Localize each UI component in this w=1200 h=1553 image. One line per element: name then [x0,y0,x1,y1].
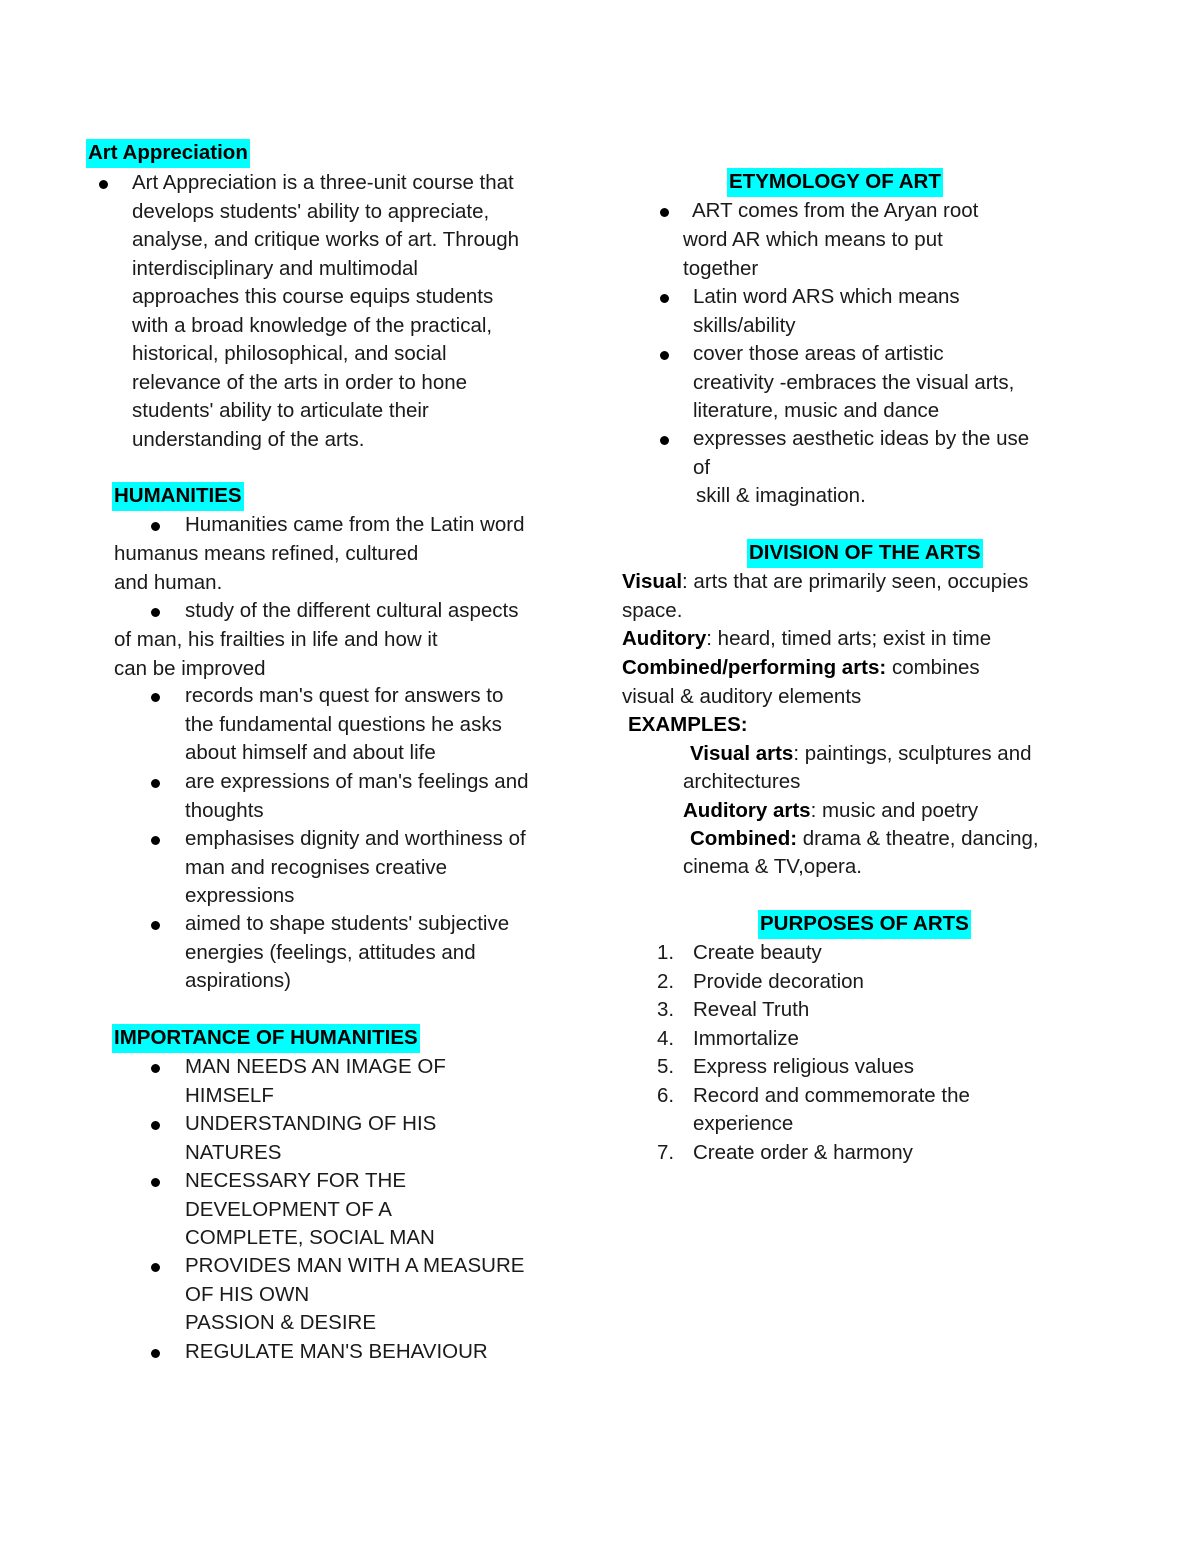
bullet-icon [151,779,160,788]
examples-label: EXAMPLES: [628,713,748,736]
example-visual-line1: Visual arts: paintings, sculptures and [690,742,1032,765]
list-item: 7. Create order & harmony [657,1140,913,1164]
etymology-item-4: expresses aesthetic ideas by the use of skill & imagination. [693,427,1030,507]
list-item: 6. Record and commemorate the [657,1083,970,1107]
etymology-item-2: Latin word ARS which means skills/ability [693,285,960,337]
importance-heading: IMPORTANCE OF HUMANITIES [112,1024,420,1053]
example-auditory: Auditory arts: music and poetry [683,799,979,822]
example-combined-line2: cinema & TV,opera. [683,855,862,878]
bullet-icon [151,1178,160,1187]
humanities-item-1: humanus means refined, cultured and human. [114,542,419,594]
humanities-item-5: emphasises dignity and worthiness of man and recognises creative expressions [185,827,526,907]
humanities-item-1-line1: Humanities came from the Latin word [185,513,525,536]
etymology-item-1-line1: ART comes from the Aryan root [692,199,979,222]
bullet-icon [660,208,669,217]
bullet-icon [151,1349,160,1358]
list-item: 1. Create beauty [657,941,822,964]
importance-item-5: REGULATE MAN'S BEHAVIOUR [185,1340,488,1363]
etymology-item-1: word AR which means to put together [683,228,943,280]
art-appreciation-heading: Art Appreciation [86,139,250,168]
importance-item-3: NECESSARY FOR THE DEVELOPMENT OF A COMPLETE, SOCIAL MAN [185,1169,435,1249]
bullet-icon [151,836,160,845]
importance-item-2: UNDERSTANDING OF HIS NATURES [185,1112,437,1164]
purposes-heading: PURPOSES OF ARTS [758,910,971,939]
humanities-item-4: are expressions of man's feelings and thoughts [185,770,529,822]
bullet-icon [151,1263,160,1272]
division-combined: Combined/performing arts: combines visual & auditory elements [622,656,980,708]
bullet-icon [660,436,669,445]
division-heading: DIVISION OF THE ARTS [747,539,983,568]
list-item: 5. Express religious values [657,1055,915,1078]
division-auditory: Auditory: heard, timed arts; exist in time [622,627,992,650]
bullet-icon [151,522,160,531]
list-item: 2. Provide decoration [657,969,864,993]
bullet-icon [99,180,108,189]
importance-item-1: MAN NEEDS AN IMAGE OF HIMSELF [185,1055,446,1107]
importance-item-4: PROVIDES MAN WITH A MEASURE OF HIS OWN PASSION & DESIRE [185,1254,525,1334]
humanities-heading: HUMANITIES [112,482,244,511]
etymology-item-3: cover those areas of artistic creativity -embraces the visual arts, literature, music and dance [693,342,1015,422]
bullet-icon [151,608,160,617]
list-item: 3. Reveal Truth [657,998,810,1021]
humanities-item-6: aimed to shape students' subjective energies (feelings, attitudes and aspirations) [185,912,510,992]
art-appreciation-text: Art Appreciation is a three-unit course that develops students' ability to appreciate, analyse, and critique works of art. Through interdisciplinary and multimodal approaches this course equips students with a broad knowledge of the practical, historical, philosophical, and social relevance of the arts in order to hone students' ability to articulate their understanding of the arts. [132,171,520,451]
humanities-item-2-line1: study of the different cultural aspects [185,599,519,622]
bullet-icon [660,294,669,303]
division-visual: Visual: arts that are primarily seen, occupies space. [622,570,1029,622]
etymology-heading: ETYMOLOGY OF ART [727,168,943,197]
list-item: experience [693,1112,794,1135]
humanities-item-3: records man's quest for answers to the fundamental questions he asks about himself and about life [185,684,504,764]
bullet-icon [151,921,160,930]
purposes-list [657,939,970,1167]
example-visual-line2: architectures [683,770,801,793]
bullet-icon [151,1064,160,1073]
example-combined-line1: Combined: drama & theatre, dancing, [690,827,1039,850]
humanities-item-2: of man, his frailties in life and how it can be improved [114,628,438,680]
bullet-icon [660,351,669,360]
list-item: 4. Immortalize [657,1026,799,1050]
bullet-icon [151,1121,160,1130]
bullet-icon [151,693,160,702]
